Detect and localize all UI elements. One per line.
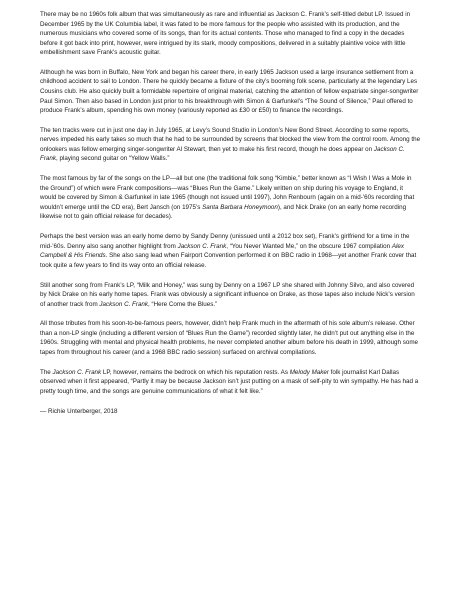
text-run: , playing second guitar on “Yellow Walls.” [55, 155, 170, 163]
text-run: , “You Never Wanted Me,” on the obscure 1967 compilation [226, 242, 392, 250]
text-run: LP, however, remains the bedrock on which his reputation rests. As [101, 368, 290, 376]
essay-paragraph [40, 68, 421, 116]
italic-title: Alex Campbell & His Friends [40, 242, 404, 260]
essay-paragraph [40, 126, 421, 164]
text-run: , “Here Come the Blues.” [148, 300, 218, 308]
essay-body [40, 10, 421, 396]
essay-paragraph [40, 10, 421, 58]
text-run: The [40, 368, 53, 376]
text-run: . She also sang lead when Fairport Convention performed it on BBC radio in 1968—yet another Frank cover that took quite a few years to find its way onto an official release. [40, 252, 417, 269]
text-run: Perhaps the best version was an early home demo by Sandy Denny (unissued until a 2012 box set), Frank’s girlfriend for a time in the mid-’60s. Denny also sang another highlight from [40, 233, 410, 250]
italic-title: Melody Maker [289, 368, 329, 376]
essay-paragraph [40, 174, 421, 222]
text-run: There may be no 1960s folk album that was simultaneously as rare and influential as Jackson C. Frank’s self-titled debut LP. Issued in December 1965 by the UK Columbia label, it was fated to be more famous for the people who assisted with its production, and the numerous musicians who covered some of its songs, than for its actual contents. Those who managed to find a copy in the decades before it got back into print, however, were intrigued by its stark, moody compositions, delivered in a suitably plaintive voice with little embellishment save Frank’s acoustic guitar. [40, 11, 411, 57]
italic-title: Jackson C. Frank [40, 145, 405, 163]
text-run: ), and Nick Drake (on an early home recording likewise not to gain official release for decades). [40, 203, 407, 221]
text-run: All those tributes from his soon-to-be-famous peers, however, didn’t help Frank much in the aftermath of his sole album’s release. Other than a non-LP single (including a different version of “Blues Run the Game”) recorded slightly later, he didn’t put out anything else in the 1960s. Struggling with mental and physical health problems, he never completed another album before his death in 1999, although some tapes from throughout his career (and a 1968 BBC radio session) surfaced on archival compilations. [40, 320, 419, 356]
essay-paragraph [40, 319, 421, 357]
text-run: Although he was born in Buffalo, New York and began his career there, in early 1965 Jackson used a large insurance settlement from a childhood accident to sail to London. There he quickly became a fixture of the city’s booming folk scene, particularly at the legendary Les Cousins club. He also quickly built a formidable repertoire of original material, catching the attention of fellow expatriate singer-songwriter Paul Simon. Then also based in London just prior to his breakthrough with Simon & Garfunkel’s “The Sound of Silence,” Paul offered to produce Frank’s album, spending his own money (variously reported as £30 or £50) to finance the recordings. [40, 68, 419, 115]
text-run: folk journalist Karl Dallas observed when it first appeared, “Partly it may be because Jackson isn’t just putting on a mask of self-pity to win sympathy. He has had a pretty tough time, and the songs are genuine communications of what it felt like.” [40, 368, 419, 395]
italic-title: Jackson C. Frank [52, 368, 102, 376]
essay-paragraph [40, 232, 421, 270]
essay-paragraph [40, 368, 421, 397]
text-run: The ten tracks were cut in just one day in July 1965, at Levy’s Sound Studio in London’s New Bond Street. According to some reports, nerves impeded his early takes so much that he had to be surrounded by screens that blocked the view from the control room. Among the onlookers was fellow emerging singer-songwriter Al Stewart, then yet to make his first record, though he does appear on [40, 126, 421, 153]
author-signature: — Richie Unterberger, 2018 [40, 407, 118, 415]
italic-title: Jackson C. Frank [177, 242, 227, 250]
essay-paragraph [40, 281, 421, 310]
italic-title: Santa Barbara Honeymoon [202, 203, 278, 211]
text-run: Still another song from Frank’s LP, “Milk and Honey,” was sung by Denny on a 1967 LP she shared with Johnny Silvo, and also covered by Nick Drake on his early home tapes. Frank was obviously a significant influence on Drake, as those tapes also include Nick’s version of another track from [40, 281, 415, 308]
text-run: The most famous by far of the songs on the LP—all but one (the traditional folk song “Kimbie,” better known as “I Wish I Was a Mole in the Ground”) of which were Frank compositions—was “Blues Run the Game.” Likely written on ship during his voyage to England, it would be covered by Simon & Garfunkel in late 1965 (though not issued until 1997), John Renbourn (again on a mid-’60s recording that wouldn’t emerge until the CD era), Bert Jansch (on 1975’s [40, 175, 415, 211]
italic-title: Jackson C. Frank [99, 300, 149, 308]
